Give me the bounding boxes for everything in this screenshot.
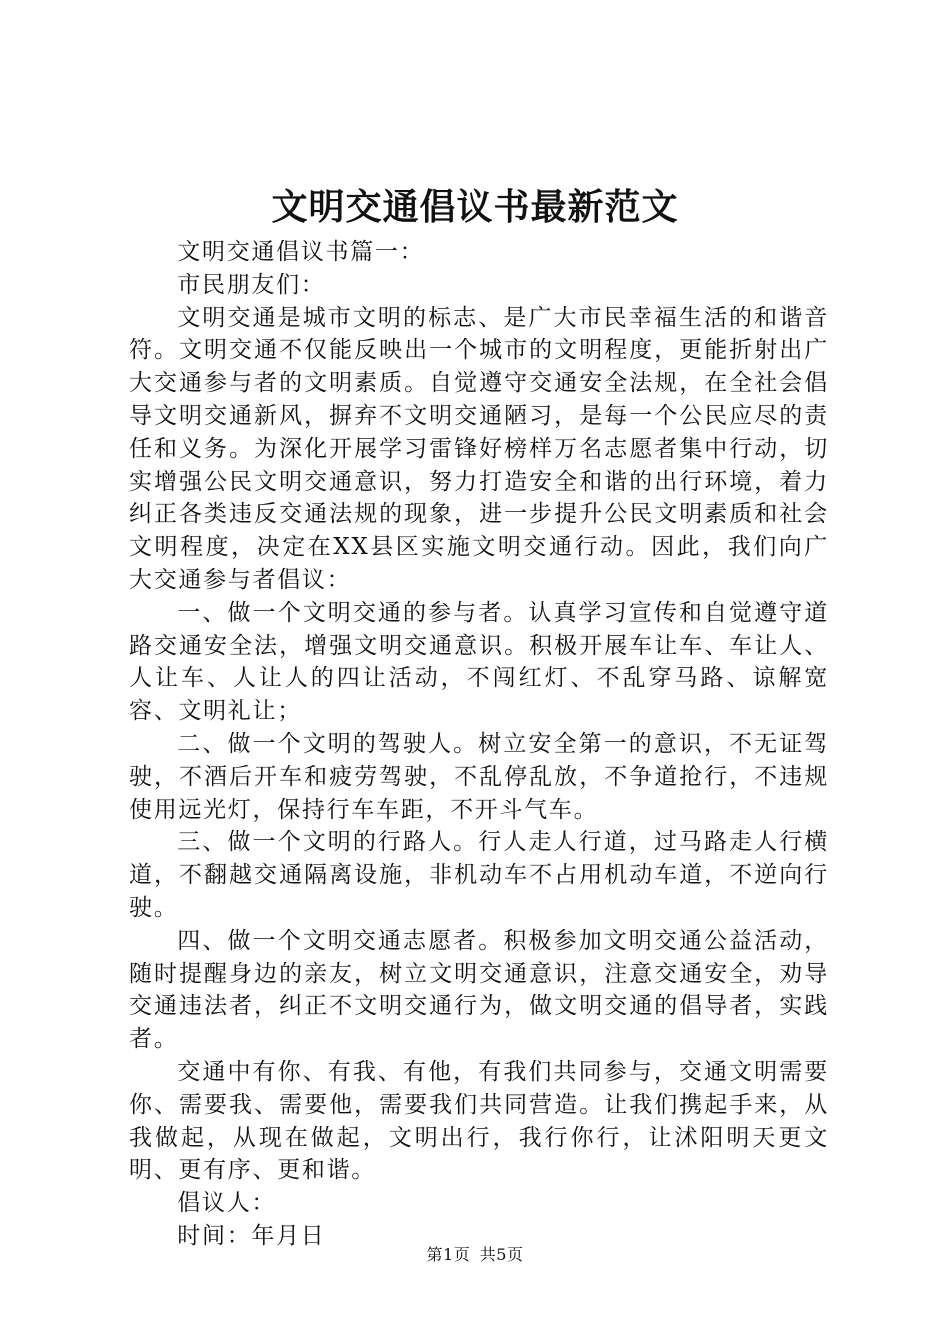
paragraph-date: 时间：年月日 <box>177 1222 326 1249</box>
paragraph-closing: 交通中有你、有我、有他，有我们共同参与，交通文明需要你、需要我、需要他，需要我们共同营造。让我们携起手来，从我做起，从现在做起，文明出行，我行你行，让沭阳明天更文明、更有序、更和谐。 <box>129 1058 829 1184</box>
paragraph-signatory: 倡议人： <box>177 1190 277 1217</box>
paragraph-item-3: 三、做一个文明的行路人。行人走人行道，过马路走人行横道，不翻越交通隔离设施，非机动车不占用机动车道，不逆向行驶。 <box>129 829 829 921</box>
document-title: 文明交通倡议书最新范文 <box>271 186 679 228</box>
paragraph-intro: 文明交通是城市文明的标志、是广大市民幸福生活的和谐音符。文明交通不仅能反映出一个城市的文明程度，更能折射出广大交通参与者的文明素质。自觉遵守交通安全法规，在全社会倡导文明交通新风，摒弃不文明交通陋习，是每一个公民应尽的责任和义务。为深化开展学习雷锋好榜样万名志愿者集中行动，切实增强公民文明交通意识，努力打造安全和谐的出行环境，着力纠正各类违反交通法规的现象，进一步提升公民文明素质和社会文明程度，决定在XX县区实施文明交通行动。因此，我们向广大交通参与者倡议： <box>129 304 829 593</box>
paragraph-item-1: 一、做一个文明交通的参与者。认真学习宣传和自觉遵守道路交通安全法，增强文明交通意识。积极开展车让车、车让人、人让车、人让人的四让活动，不闯红灯、不乱穿马路、谅解宽容、文明礼让； <box>129 599 829 725</box>
paragraph-item-2: 二、做一个文明的驾驶人。树立安全第一的意识，不无证驾驶，不酒后开车和疲劳驾驶，不乱停乱放，不争道抢行，不违规使用远光灯，保持行车车距，不开斗气车。 <box>129 730 829 823</box>
paragraph-salutation: 市民朋友们： <box>177 271 326 298</box>
page-total: 共5页 <box>479 1245 524 1264</box>
page-footer <box>0 1244 950 1266</box>
document-body <box>129 236 829 1253</box>
paragraph-heading: 文明交通倡议书篇一： <box>177 239 425 265</box>
page-number: 第1页 <box>426 1245 471 1264</box>
paragraph-item-4: 四、做一个文明交通志愿者。积极参加文明交通公益活动，随时提醒身边的亲友，树立文明交通意识，注意交通安全，劝导交通违法者，纠正不文明交通行为，做文明交通的倡导者，实践者。 <box>129 927 829 1053</box>
